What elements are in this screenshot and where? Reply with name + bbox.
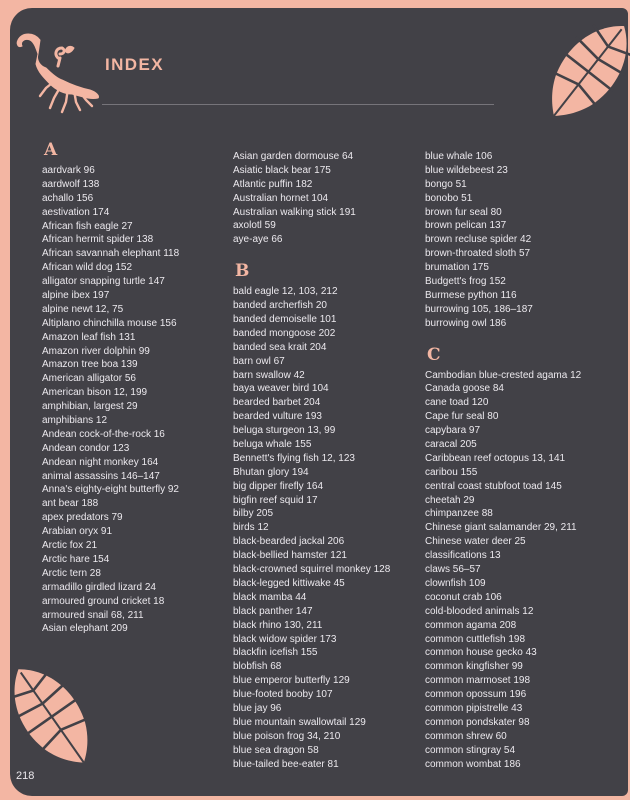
index-entry: bongo 51 bbox=[425, 178, 467, 190]
index-entry: barn owl 67 bbox=[233, 355, 285, 367]
index-entry: bald eagle 12, 103, 212 bbox=[233, 286, 338, 298]
index-entry: alpine newt 12, 75 bbox=[42, 303, 124, 315]
index-entry: chimpanzee 88 bbox=[425, 508, 493, 520]
index-entry: brumation 175 bbox=[425, 262, 489, 274]
index-entry: amphibian, largest 29 bbox=[42, 401, 138, 413]
index-entry: aardwolf 138 bbox=[42, 178, 100, 190]
page-number: 218 bbox=[16, 770, 35, 782]
index-entry: African savannah elephant 118 bbox=[42, 248, 180, 260]
index-entry: armoured ground cricket 18 bbox=[42, 595, 165, 607]
index-entry: blue-footed booby 107 bbox=[233, 689, 333, 701]
index-entry: black widow spider 173 bbox=[233, 633, 337, 645]
index-entry: banded archerfish 20 bbox=[233, 300, 327, 312]
index-entry: blobfish 68 bbox=[233, 661, 282, 673]
index-entry: bearded barbet 204 bbox=[233, 397, 321, 409]
index-entry: clownfish 109 bbox=[425, 577, 486, 589]
index-entry: common opossum 196 bbox=[425, 689, 527, 701]
index-entry: bearded vulture 193 bbox=[233, 411, 322, 423]
index-entry: banded demoiselle 101 bbox=[233, 314, 337, 326]
index-entry: blue jay 96 bbox=[233, 702, 282, 714]
index-entry: Andean cock-of-the-rock 16 bbox=[42, 428, 165, 440]
section-letter: A bbox=[44, 140, 58, 160]
index-entry: aestivation 174 bbox=[42, 206, 110, 218]
index-entry: Arctic fox 21 bbox=[42, 540, 98, 552]
index-entry: axolotl 59 bbox=[233, 220, 276, 232]
title-divider bbox=[102, 104, 494, 105]
index-entry: Asiatic black bear 175 bbox=[233, 164, 331, 176]
section-letter: C bbox=[427, 344, 441, 365]
index-entry: Arctic tern 28 bbox=[42, 567, 101, 579]
index-entry: African fish eagle 27 bbox=[42, 220, 133, 232]
index-entry: bonobo 51 bbox=[425, 192, 473, 204]
index-entry: Arabian oryx 91 bbox=[42, 526, 113, 538]
index-entry: baya weaver bird 104 bbox=[233, 383, 329, 395]
index-entry: Asian elephant 209 bbox=[42, 623, 128, 635]
index-entry: Chinese water deer 25 bbox=[425, 536, 526, 548]
index-entry: beluga whale 155 bbox=[233, 439, 312, 451]
index-entry-list bbox=[233, 150, 418, 247]
index-entry: amphibians 12 bbox=[42, 415, 108, 427]
palm-leaf-icon bbox=[10, 650, 98, 772]
index-entry: Atlantic puffin 182 bbox=[233, 178, 313, 190]
index-entry: coconut crab 106 bbox=[425, 591, 502, 603]
index-entry: Canada goose 84 bbox=[425, 383, 504, 395]
index-entry: common cuttlefish 198 bbox=[425, 633, 526, 645]
index-entry: banded sea krait 204 bbox=[233, 341, 327, 353]
index-entry: blue-tailed bee-eater 81 bbox=[233, 758, 339, 770]
index-entry: capybara 97 bbox=[425, 425, 481, 437]
index-entry: bigfin reef squid 17 bbox=[233, 494, 318, 506]
index-entry: Bennett's flying fish 12, 123 bbox=[233, 452, 355, 464]
index-entry: blue sea dragon 58 bbox=[233, 744, 319, 756]
index-entry: Cape fur seal 80 bbox=[425, 411, 499, 423]
page-title: INDEX bbox=[105, 55, 164, 74]
index-entry: apex predators 79 bbox=[42, 512, 123, 524]
index-entry: armoured snail 68, 211 bbox=[42, 609, 144, 621]
index-entry: birds 12 bbox=[233, 522, 269, 534]
index-column-3 bbox=[425, 150, 625, 771]
index-entry: cheetah 29 bbox=[425, 494, 475, 506]
index-entry: burrowing 105, 186–187 bbox=[425, 303, 533, 315]
index-entry: Caribbean reef octopus 13, 141 bbox=[425, 452, 566, 464]
index-entry: common kingfisher 99 bbox=[425, 661, 523, 673]
index-entry: cold-blooded animals 12 bbox=[425, 605, 534, 617]
index-entry: classifications 13 bbox=[425, 550, 501, 562]
index-entry: aye-aye 66 bbox=[233, 234, 283, 246]
section-gap bbox=[425, 331, 625, 343]
index-entry: beluga sturgeon 13, 99 bbox=[233, 425, 336, 437]
index-entry: black rhino 130, 211 bbox=[233, 619, 323, 631]
index-entry: common pondskater 98 bbox=[425, 716, 530, 728]
index-entry: ant bear 188 bbox=[42, 498, 99, 510]
index-entry: common pipistrelle 43 bbox=[425, 702, 523, 714]
index-entry: African wild dog 152 bbox=[42, 262, 133, 274]
index-entry: common agama 208 bbox=[425, 619, 517, 631]
index-entry: Chinese giant salamander 29, 211 bbox=[425, 522, 577, 534]
index-entry: African hermit spider 138 bbox=[42, 234, 154, 246]
index-entry: black-crowned squirrel monkey 128 bbox=[233, 564, 391, 576]
index-entry: Asian garden dormouse 64 bbox=[233, 151, 354, 162]
index-entry: burrowing owl 186 bbox=[425, 317, 507, 329]
index-entry: Andean night monkey 164 bbox=[42, 456, 159, 468]
index-entry: Burmese python 116 bbox=[425, 289, 517, 301]
index-entry: Amazon tree boa 139 bbox=[42, 359, 138, 371]
index-column-2 bbox=[233, 150, 418, 771]
index-entry: brown fur seal 80 bbox=[425, 206, 502, 218]
scorpion-icon bbox=[10, 28, 102, 114]
index-entry: Andean condor 123 bbox=[42, 442, 130, 454]
index-entry: brown pelican 137 bbox=[425, 220, 507, 232]
index-entry: blue mountain swallowtail 129 bbox=[233, 716, 366, 728]
index-entry: Cambodian blue-crested agama 12 bbox=[425, 369, 582, 381]
index-entry: common shrew 60 bbox=[425, 730, 507, 742]
index-entry: aardvark 96 bbox=[42, 165, 95, 176]
index-entry: black-legged kittiwake 45 bbox=[233, 577, 345, 589]
index-entry: blue whale 106 bbox=[425, 151, 493, 162]
index-entry: American bison 12, 199 bbox=[42, 387, 148, 399]
index-entry: claws 56–57 bbox=[425, 564, 481, 576]
index-entry: alpine ibex 197 bbox=[42, 290, 110, 302]
index-column-1 bbox=[42, 138, 222, 636]
index-entry: Amazon leaf fish 131 bbox=[42, 331, 136, 343]
index-entry: Amazon river dolphin 99 bbox=[42, 345, 150, 357]
index-entry: Australian walking stick 191 bbox=[233, 206, 356, 218]
index-entry: blue emperor butterfly 129 bbox=[233, 675, 350, 687]
index-entry: black panther 147 bbox=[233, 605, 313, 617]
index-entry: caracal 205 bbox=[425, 439, 477, 451]
index-entry: blue wildebeest 23 bbox=[425, 164, 508, 176]
index-entry: common house gecko 43 bbox=[425, 647, 537, 659]
index-entry: barn swallow 42 bbox=[233, 369, 305, 381]
index-entry: black-bearded jackal 206 bbox=[233, 536, 345, 548]
index-entry-list bbox=[425, 369, 625, 772]
index-entry: Anna's eighty-eight butterfly 92 bbox=[42, 484, 179, 496]
index-entry: Bhutan glory 194 bbox=[233, 466, 309, 478]
index-entry: central coast stubfoot toad 145 bbox=[425, 480, 562, 492]
palm-leaf-icon bbox=[548, 10, 630, 132]
index-entry: common marmoset 198 bbox=[425, 675, 531, 687]
index-entry: American alligator 56 bbox=[42, 373, 136, 385]
index-entry: caribou 155 bbox=[425, 466, 478, 478]
index-entry: animal assassins 146–147 bbox=[42, 470, 160, 482]
index-entry: alligator snapping turtle 147 bbox=[42, 276, 165, 288]
index-entry: common wombat 186 bbox=[425, 758, 521, 770]
index-entry-list bbox=[425, 150, 625, 331]
index-entry: Arctic hare 154 bbox=[42, 553, 110, 565]
index-entry: Budgett's frog 152 bbox=[425, 276, 506, 288]
index-entry: brown recluse spider 42 bbox=[425, 234, 532, 246]
index-entry: common stingray 54 bbox=[425, 744, 516, 756]
index-entry: black-bellied hamster 121 bbox=[233, 550, 347, 562]
index-entry: black mamba 44 bbox=[233, 591, 307, 603]
index-entry: cane toad 120 bbox=[425, 397, 489, 409]
index-entry-list bbox=[42, 164, 222, 636]
index-entry: Altiplano chinchilla mouse 156 bbox=[42, 317, 177, 329]
index-entry: brown-throated sloth 57 bbox=[425, 248, 531, 260]
index-entry-list bbox=[233, 285, 418, 771]
index-entry: achallo 156 bbox=[42, 192, 94, 204]
index-entry: banded mongoose 202 bbox=[233, 327, 336, 339]
index-entry: blue poison frog 34, 210 bbox=[233, 730, 341, 742]
section-letter: B bbox=[235, 261, 250, 282]
index-entry: big dipper firefly 164 bbox=[233, 480, 324, 492]
index-entry: bilby 205 bbox=[233, 508, 274, 520]
index-entry: armadillo girdled lizard 24 bbox=[42, 581, 156, 593]
section-gap bbox=[233, 247, 418, 259]
index-entry: blackfin icefish 155 bbox=[233, 647, 318, 659]
index-entry: Australian hornet 104 bbox=[233, 192, 329, 204]
